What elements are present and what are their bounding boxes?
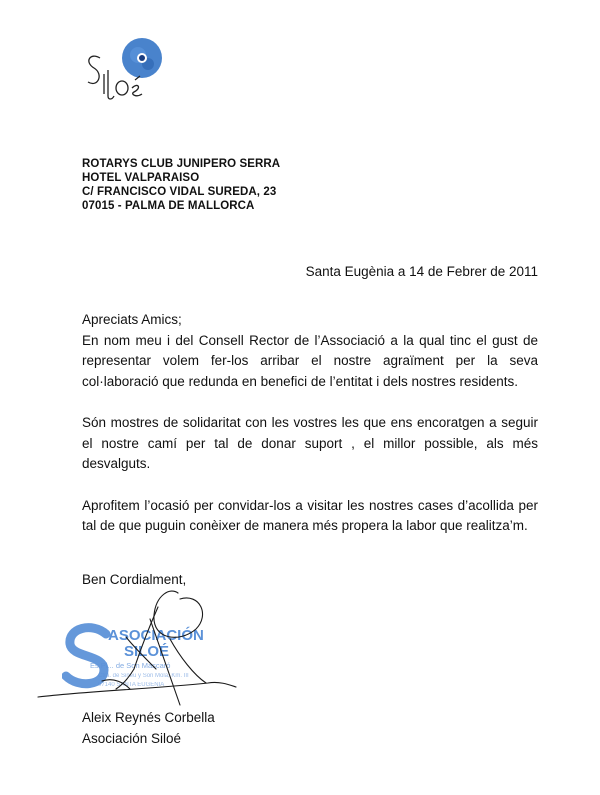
closing: Ben Cordialment, bbox=[82, 572, 187, 587]
siloe-logo bbox=[80, 38, 170, 108]
recipient-address bbox=[82, 157, 280, 213]
stamp-address-1: Es Pl... de Son Mascaró bbox=[90, 661, 171, 670]
paragraph-1: En nom meu i del Consell Rector de l’Associació a la qual tinc el gust de representar volem fer-los arribar el nostre agraïment per la seva col·laboració que redunda en benefici de l’entitat i dels nostres residents. bbox=[82, 332, 538, 389]
handwritten-signature bbox=[30, 585, 250, 710]
recipient-line: 07015 - PALMA DE MALLORCA bbox=[82, 200, 255, 212]
stamp-address-3: 07140 SANTA EUGENIA bbox=[98, 682, 165, 688]
signer-organization: Asociación Siloé bbox=[82, 731, 182, 746]
stamp-address-2: Ctra. de Sineu y Son Mola, Km. III bbox=[98, 673, 189, 679]
siloe-logo-mark bbox=[80, 38, 170, 108]
signer-name: Aleix Reynés Corbella bbox=[82, 710, 215, 725]
stamp-title-2: SILOÉ bbox=[124, 643, 170, 660]
letter-date: Santa Eugènia a 14 de Febrer de 2011 bbox=[305, 264, 538, 279]
paragraph-3: Aprofitem l’ocasió per convidar-los a visitar les nostres cases d’acollida per tal de que puguin conèixer de manera més propera la labor que realitza’m. bbox=[82, 497, 538, 533]
signature-loop bbox=[154, 591, 203, 637]
signer-block bbox=[82, 707, 215, 749]
letter-body bbox=[82, 310, 538, 537]
recipient-line: ROTARYS CLUB JUNIPERO SERRA bbox=[82, 158, 281, 170]
stamp-title-1: ASOCIACIÓN bbox=[108, 627, 204, 644]
recipient-line: HOTEL VALPARAISO bbox=[82, 172, 200, 184]
salutation: Apreciats Amics; bbox=[82, 312, 182, 327]
paragraph-2: Són mostres de solidaritat con les vostres les que ens encoratgen a seguir el nostre camí per tal de donar suport , el millor possible, als més desvalguts. bbox=[82, 415, 538, 471]
logo-handwriting bbox=[88, 56, 100, 83]
recipient-line: C/ FRANCISCO VIDAL SUREDA, 23 bbox=[82, 186, 277, 198]
